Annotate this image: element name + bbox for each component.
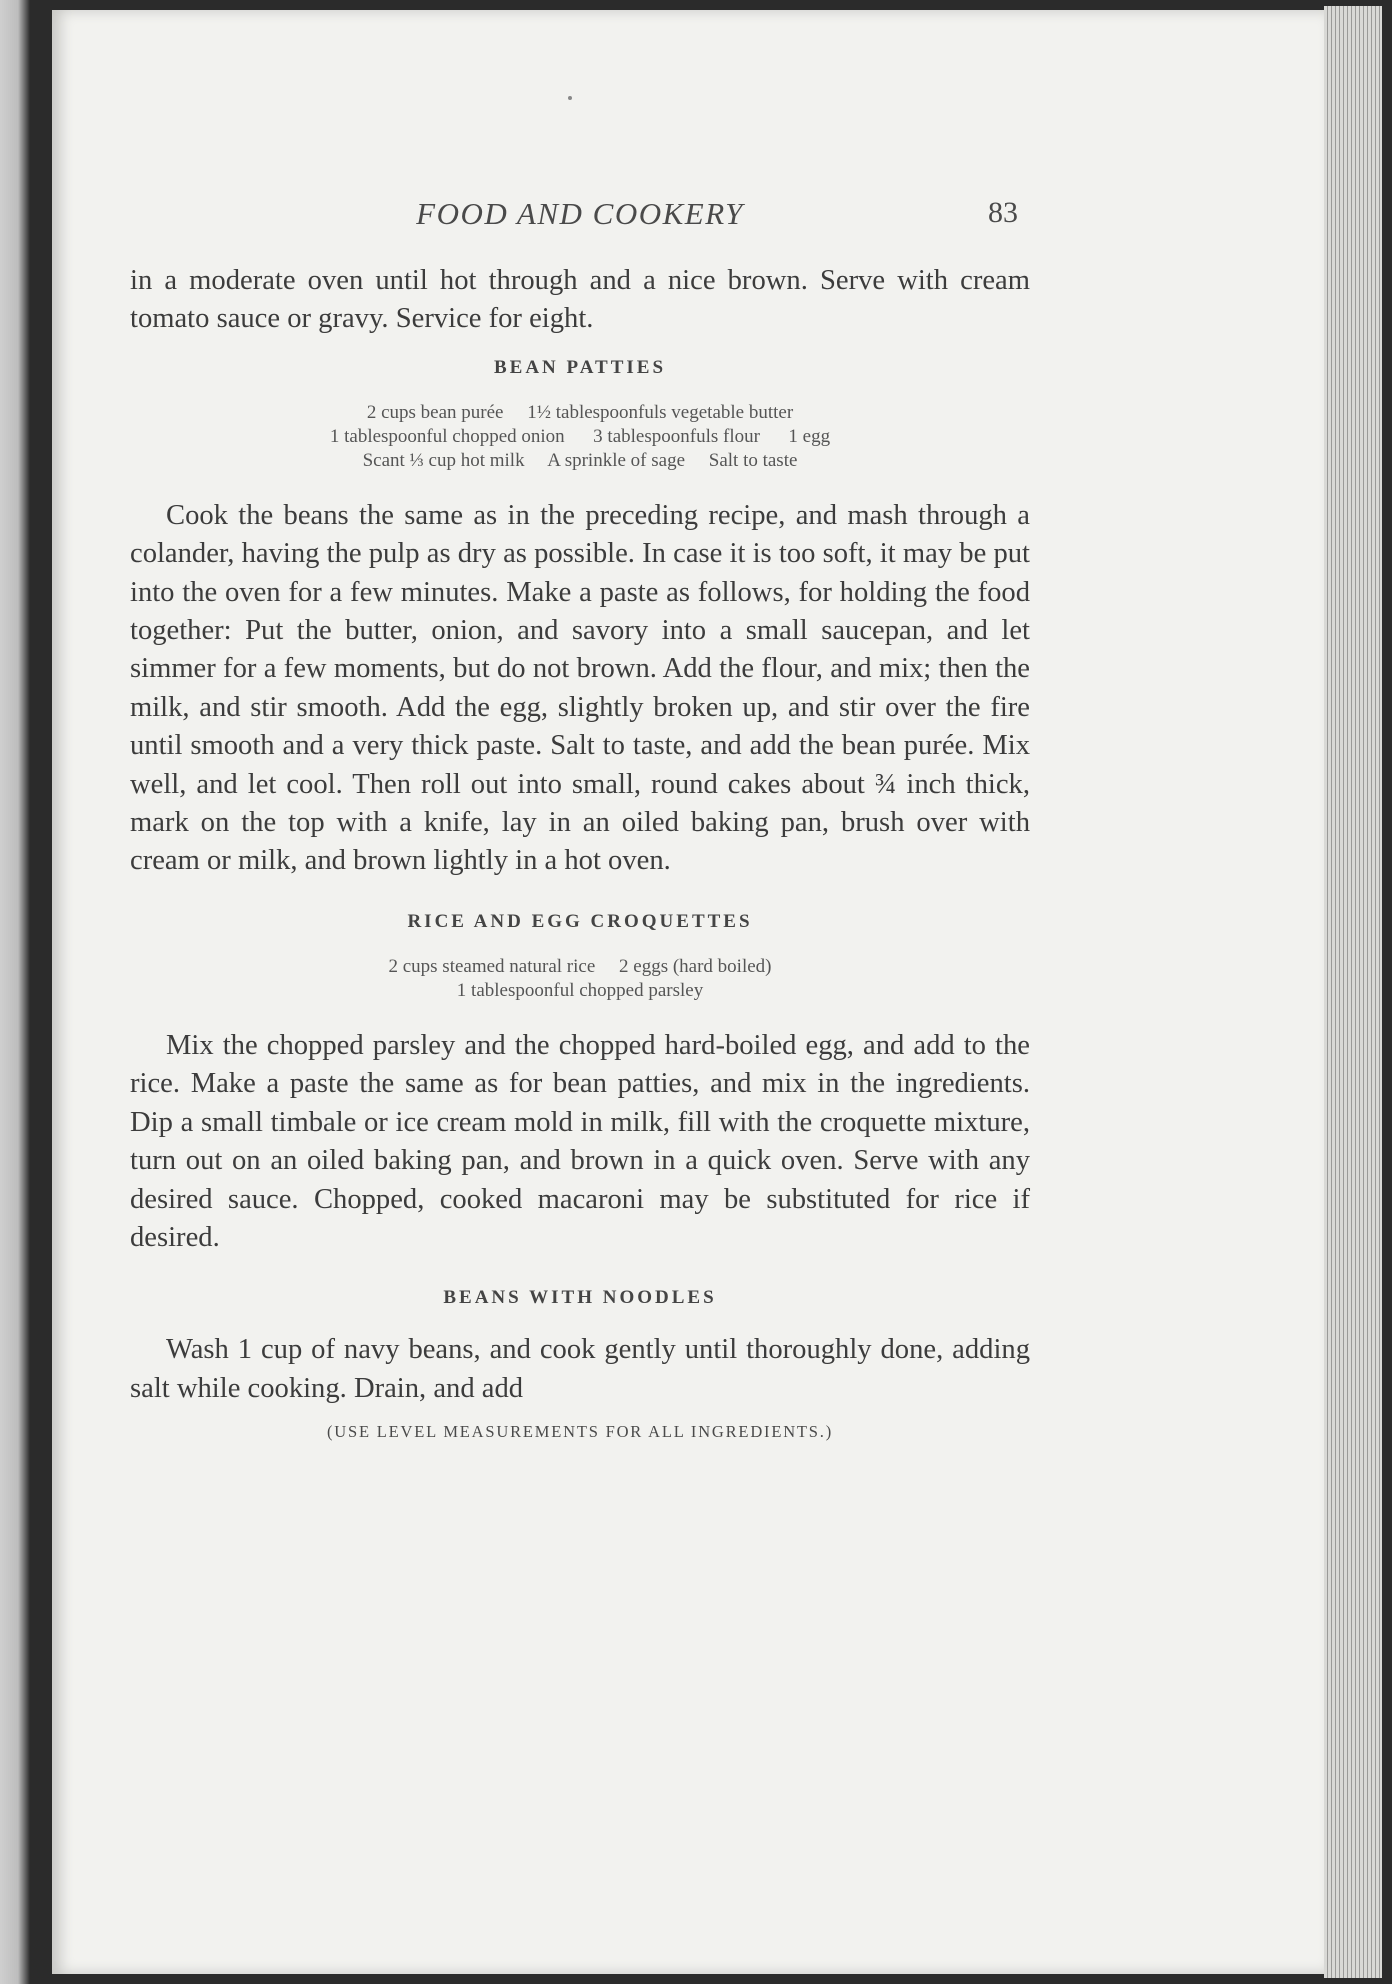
paper-speck — [568, 96, 572, 100]
recipe-title-bean-patties: BEAN PATTIES — [493, 356, 667, 378]
ingredients-rice-croquettes — [130, 955, 1030, 1003]
ingredient-line: 1 tablespoonful chopped parsley — [456, 979, 704, 1001]
method-rice-croquettes: Mix the chopped parsley and the chopped hard-boiled egg, and add to the rice. Make a paste the same as for bean patties, and mix in the ingredients. Dip a small timbale or ice cream mold in milk, fill with the croquette mixture, turn out on an oiled baking pan, and brown in a quick oven. Serve with any desired sauce. Chopped, cooked macaroni may be substituted for rice if desired. — [130, 1029, 1030, 1253]
running-head — [130, 196, 1030, 236]
facing-page-edge — [0, 0, 30, 1984]
recipe-title-beans-noodles: BEANS WITH NOODLES — [443, 1287, 717, 1309]
recipe-title-rice-croquettes: RICE AND EGG CROQUETTES — [407, 910, 753, 932]
method-beans-noodles: Wash 1 cup of navy beans, and cook gently until thoroughly done, adding salt while cooking. Drain, and add — [130, 1334, 1030, 1404]
page-stack-edge — [1324, 6, 1382, 1978]
footer-note: (USE LEVEL MEASUREMENTS FOR ALL INGREDIENTS.) — [326, 1422, 833, 1442]
ingredients-bean-patties — [130, 401, 1030, 473]
ingredient-line: Scant ⅓ cup hot milk A sprinkle of sage Salt to taste — [362, 449, 798, 471]
ingredient-line: 2 cups bean purée 1½ tablespoonfuls vegetable butter — [366, 401, 794, 423]
ingredient-line: 2 cups steamed natural rice 2 eggs (hard boiled) — [388, 955, 772, 977]
running-title: FOOD AND COOKERY — [416, 196, 744, 231]
continuation-paragraph: in a moderate oven until hot through and a nice brown. Serve with cream tomato sauce or gravy. Service for eight. — [130, 265, 1030, 335]
method-bean-patties: Cook the beans the same as in the preceding recipe, and mash through a colander, having the pulp as dry as possible. In case it is too soft, it may be put into the oven for a few minutes. Make a paste as follows, for holding the food together: Put the butter, onion, and savory into a small saucepan, and let simmer for a few moments, but do not brown. Add the flour, and mix; then the milk, and stir smooth. Add the egg, slightly broken up, and stir over the fire until smooth and a very thick paste. Salt to taste, and add the bean purée. Mix well, and let cool. Then roll out into small, round cakes about ¾ inch thick, mark on the top with a knife, lay in an oiled baking pan, brush over with cream or milk, and brown lightly in a hot oven. — [130, 499, 1030, 877]
page-number: 83 — [988, 196, 1018, 229]
ingredient-line: 1 tablespoonful chopped onion 3 tablespoonfuls flour 1 egg — [329, 425, 831, 447]
page-text — [130, 196, 1030, 1442]
